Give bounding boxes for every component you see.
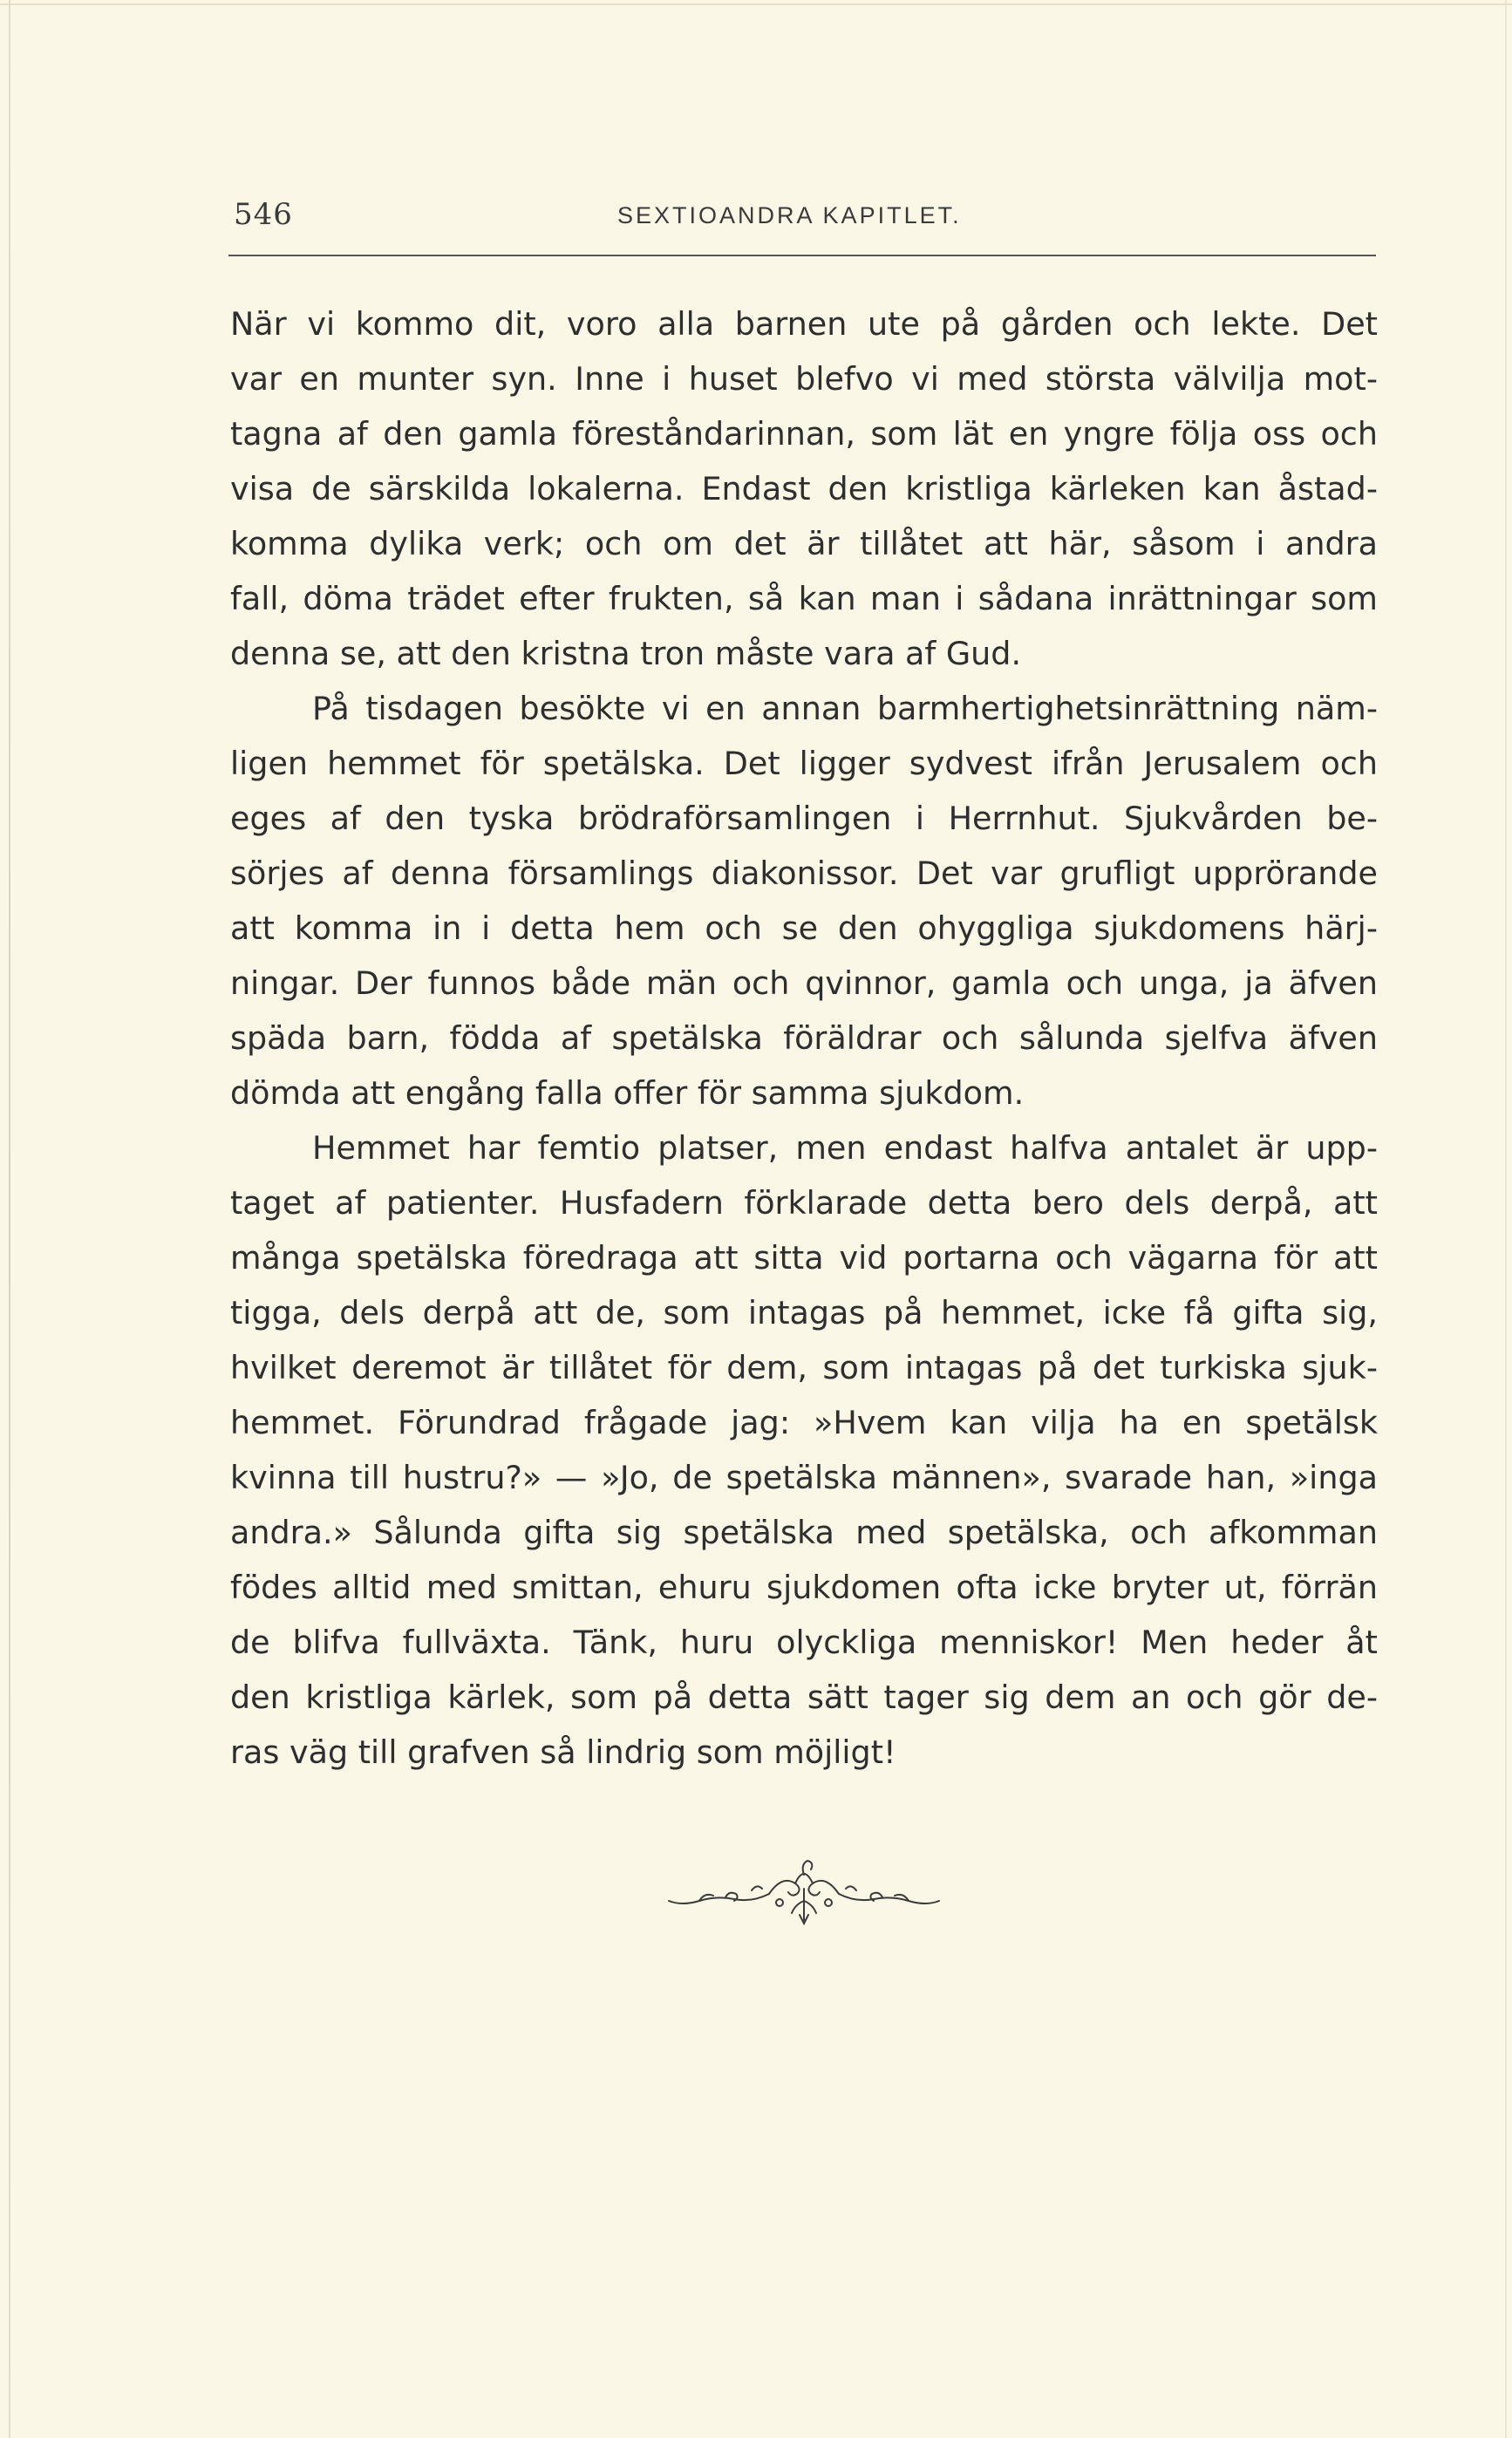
text-line: att komma in i detta hem och se den ohyggliga sjukdomens härj- xyxy=(230,909,1378,947)
text-line: På tisdagen besökte vi en annan barmhertighetsinrättning näm- xyxy=(312,690,1378,727)
page-edge-right xyxy=(1505,0,1507,2438)
text-line: ligen hemmet för spetälska. Det ligger sydvest ifrån Jerusalem och xyxy=(230,745,1378,782)
body-text xyxy=(230,296,1378,1780)
text-line: dömda att engång falla offer för samma sjukdom. xyxy=(230,1074,1025,1112)
page-edge-top xyxy=(0,3,1512,5)
text-line: taget af patienter. Husfadern förklarade detta bero dels derpå, att xyxy=(230,1184,1378,1222)
text-line: var en munter syn. Inne i huset blefvo vi med största välvilja mot- xyxy=(230,360,1378,398)
running-title: SEXTIOANDRA KAPITLET. xyxy=(617,202,962,228)
text-line: födes alltid med smittan, ehuru sjukdomen ofta icke bryter ut, förrän xyxy=(230,1569,1378,1606)
text-line: eges af den tyska brödraförsamlingen i Herrnhut. Sjukvården be- xyxy=(230,800,1378,837)
text-line: tagna af den gamla föreståndarinnan, som lät en yngre följa oss och xyxy=(230,415,1378,453)
text-line: den kristliga kärlek, som på detta sätt tager sig dem an och gör de- xyxy=(230,1679,1378,1716)
text-line: kvinna till hustru?» — »Jo, de spetälska männen», svarade han, »inga xyxy=(230,1459,1378,1496)
page-number: 546 xyxy=(234,197,293,232)
running-header xyxy=(234,197,1376,249)
text-line: tigga, dels derpå att de, som intagas på hemmet, icke få gifta sig, xyxy=(230,1294,1378,1331)
page-edge-left xyxy=(9,0,10,2438)
text-line: hvilket deremot är tillåtet för dem, som intagas på det turkiska sjuk- xyxy=(230,1349,1378,1386)
text-line: fall, döma trädet efter frukten, så kan man i sådana inrättningar som xyxy=(230,580,1378,617)
text-line: ras väg till grafven så lindrig som möjligt! xyxy=(230,1733,896,1771)
text-line: sörjes af denna församlings diakonissor. Det var grufligt upprörande xyxy=(230,855,1378,892)
text-line: När vi kommo dit, voro alla barnen ute på gården och lekte. Det xyxy=(230,305,1378,343)
text-line: de blifva fullväxta. Tänk, huru olyckliga menniskor! Men heder åt xyxy=(230,1624,1378,1661)
text-line: denna se, att den kristna tron måste vara af Gud. xyxy=(230,635,1022,672)
header-rule xyxy=(228,255,1376,256)
text-line: späda barn, födda af spetälska föräldrar och sålunda sjelfva äfven xyxy=(230,1019,1378,1057)
text-line: ningar. Der funnos både män och qvinnor, gamla och unga, ja äfven xyxy=(230,964,1378,1002)
text-line: komma dylika verk; och om det är tillåtet att här, såsom i andra xyxy=(230,525,1378,562)
floral-tailpiece-icon xyxy=(664,1857,943,1927)
text-line: många spetälska föredraga att sitta vid portarna och vägarna för att xyxy=(230,1239,1378,1277)
text-line: andra.» Sålunda gifta sig spetälska med spetälska, och afkomman xyxy=(230,1514,1378,1551)
text-line: hemmet. Förundrad frågade jag: »Hvem kan vilja ha en spetälsk xyxy=(230,1404,1378,1441)
text-line: Hemmet har femtio platser, men endast halfva antalet är upp- xyxy=(312,1129,1378,1167)
text-line: visa de särskilda lokalerna. Endast den kristliga kärleken kan åstad- xyxy=(230,470,1378,507)
